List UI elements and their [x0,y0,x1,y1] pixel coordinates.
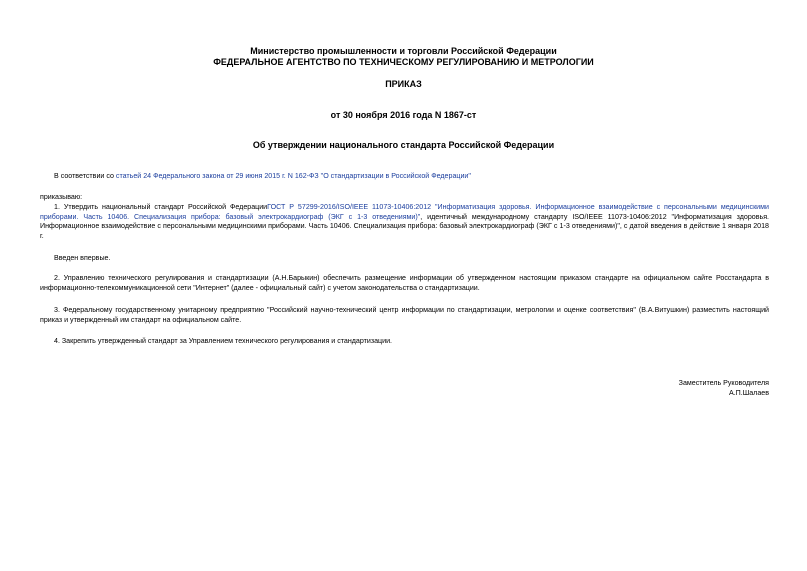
item-1-text: 1. Утвердить национальный стандарт Российской Федерации [54,203,268,211]
signatory-name: А.П.Шалаев [728,389,769,397]
preamble-text: В соответствии со [54,172,116,180]
signatory-position: Заместитель Руководителя [678,379,769,387]
document-type: ПРИКАЗ [385,79,422,89]
law-reference-link[interactable]: статьей 24 Федерального закона от 29 июня 2015 г. N 162-ФЗ "О стандартизации в Российской Федерации" [115,172,471,180]
ministry-title: Министерство промышленности и торговли Российской Федерации [250,46,557,56]
preamble [40,172,769,182]
item-1 [40,203,769,241]
agency-title: ФЕДЕРАЛЬНОЕ АГЕНТСТВО ПО ТЕХНИЧЕСКОМУ РЕГУЛИРОВАНИЮ И МЕТРОЛОГИИ [213,57,594,67]
item-1-text-end: , идентичный международному стандарту ISO/IEEE 11073-10406:2012 "Информатизация здоровья. Информационное взаимодействие с персональными медицинскими приборами. Часть 10406. Специализация прибора: базовый электрокардиограф (ЭКГ с 1-3 отведениями)", с датой введения в действие 1 января 2018 г. [40,212,770,240]
item-3: 3. Федеральному государственному унитарному предприятию "Российский научно-технический центр информации по стандартизации, метрологии и оценке соответствия" (В.А.Витушкин) разместить настоящий приказ и утвержденный им стандарт на официальном сайте. [40,306,769,324]
item-4: 4. Закрепить утвержденный стандарт за Управлением технического регулирования и стандартизации. [54,337,393,345]
document-subject: Об утверждении национального стандарта Российской Федерации [252,140,555,150]
item-2: 2. Управлению технического регулирования и стандартизации (А.Н.Барыкин) обеспечить размещение информации об утвержденном настоящим приказом стандарте на официальном сайте Росстандарта в информационно-телекоммуникационной сети "Интернет" (далее - официальный сайт) с учетом законодательства о стандартизации. [40,274,769,292]
standard-link[interactable]: ГОСТ Р 57299-2016/ISO/IEEE 11073-10406:2012 "Информатизация здоровья. Информационное взаимодействие с персональными медицинскими приборами. Часть 10406. Специализация прибора: базовый электрокардиограф (ЭКГ с 1-3 отведениями)" [40,203,769,221]
document-date-number: от 30 ноября 2016 года N 1867-ст [330,110,477,120]
first-introduced-note: Введен впервые. [54,254,111,262]
decree-word: приказываю: [40,193,83,201]
